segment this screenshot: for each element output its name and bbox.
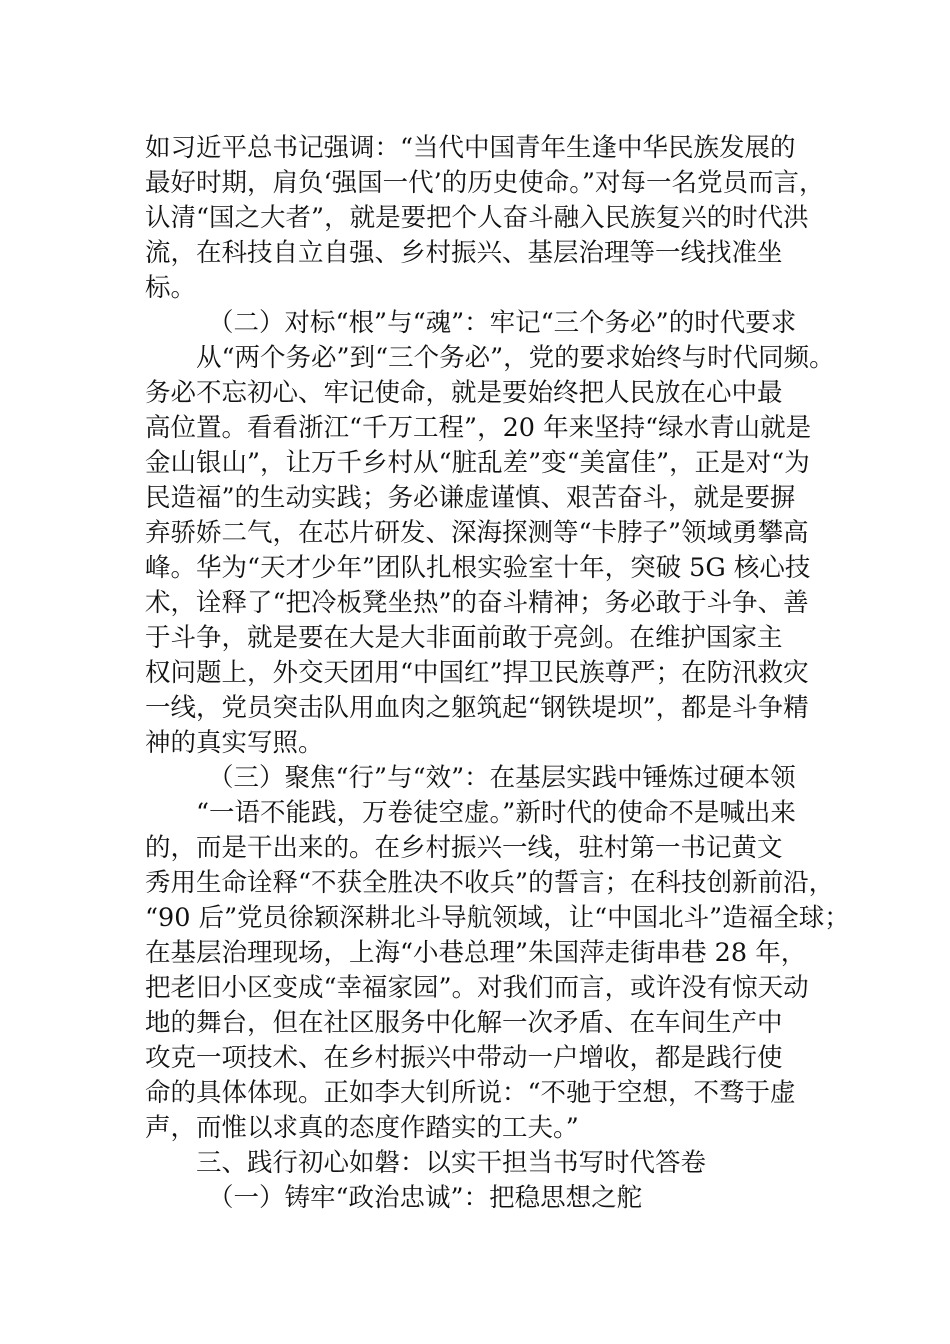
body-text-line: 最好时期，肩负‘强国一代’的历史使命。”对每一名党员而言， <box>145 168 825 198</box>
section-heading: （三）聚焦“行”与“效”：在基层实践中锤炼过硬本领 <box>208 763 796 793</box>
body-text-line: 如习近平总书记强调：“当代中国青年生逢中华民族发展的 <box>145 133 796 163</box>
body-text-line: 峰。华为“天才少年”团队扎根实验室十年，突破 5G 核心技 <box>145 553 811 583</box>
body-text-line: 地的舞台，但在社区服务中化解一次矛盾、在车间生产中 <box>145 1008 783 1038</box>
body-text-line: 的，而是干出来的。在乡村振兴一线，驻村第一书记黄文 <box>145 833 783 863</box>
body-text-line: 民造福”的生动实践；务必谦虚谨慎、艰苦奋斗，就是要摒 <box>145 483 796 513</box>
body-text-line: 一线，党员突击队用血肉之躯筑起“钢铁堤坝”，都是斗争精 <box>145 693 809 723</box>
chapter-heading: 三、践行初心如磐：以实干担当书写时代答卷 <box>196 1148 707 1178</box>
section-heading: （一）铸牢“政治忠诚”：把稳思想之舵 <box>208 1183 643 1213</box>
section-heading: （二）对标“根”与“魂”：牢记“三个务必”的时代要求 <box>208 308 797 338</box>
body-text-line: 务必不忘初心、牢记使命，就是要始终把人民放在心中最 <box>145 378 783 408</box>
body-text-line: 术，诠释了“把冷板凳坐热”的奋斗精神；务必敢于斗争、善 <box>145 588 809 618</box>
body-text-line: 弃骄娇二气，在芯片研发、深海探测等“卡脖子”领域勇攀高 <box>145 518 809 548</box>
body-text-line: 从“两个务必”到“三个务必”，党的要求始终与时代同频。 <box>196 343 835 373</box>
body-text-line: 高位置。看看浙江“千万工程”，20 年来坚持“绿水青山就是 <box>145 413 812 443</box>
body-text-line: 认清“国之大者”，就是要把个人奋斗融入民族复兴的时代洪 <box>145 203 809 233</box>
body-text-line: 金山银山”，让万千乡村从“脏乱差”变“美富佳”，正是对“为 <box>145 448 810 478</box>
body-text-line: 攻克一项技术、在乡村振兴中带动一户增收，都是践行使 <box>145 1043 783 1073</box>
body-text-line: “90 后”党员徐颖深耕北斗导航领域，让“中国北斗”造福全球； <box>145 903 850 933</box>
body-text-line: 秀用生命诠释“不获全胜决不收兵”的誓言；在科技创新前沿， <box>145 868 835 898</box>
body-text-line: 把老旧小区变成“幸福家园”。对我们而言，或许没有惊天动 <box>145 973 809 1003</box>
body-text-line: 在基层治理现场，上海“小巷总理”朱国萍走街串巷 28 年， <box>145 938 807 968</box>
body-text-line: 权问题上，外交天团用“中国红”捍卫民族尊严；在防汛救灾 <box>145 658 809 688</box>
body-text-line: 声，而惟以求真的态度作踏实的工夫。” <box>145 1113 579 1143</box>
body-text-line: 命的具体体现。正如李大钊所说：“不驰于空想，不骛于虚 <box>145 1078 796 1108</box>
body-text-line: 标。 <box>145 273 197 303</box>
body-text-line: 流，在科技自立自强、乡村振兴、基层治理等一线找准坐 <box>145 238 783 268</box>
body-text-line: “一语不能践，万卷徒空虚。”新时代的使命不是喊出来 <box>196 798 796 828</box>
body-text-line: 于斗争，就是要在大是大非面前敢于亮剑。在维护国家主 <box>145 623 783 653</box>
body-text-line: 神的真实写照。 <box>145 728 324 758</box>
